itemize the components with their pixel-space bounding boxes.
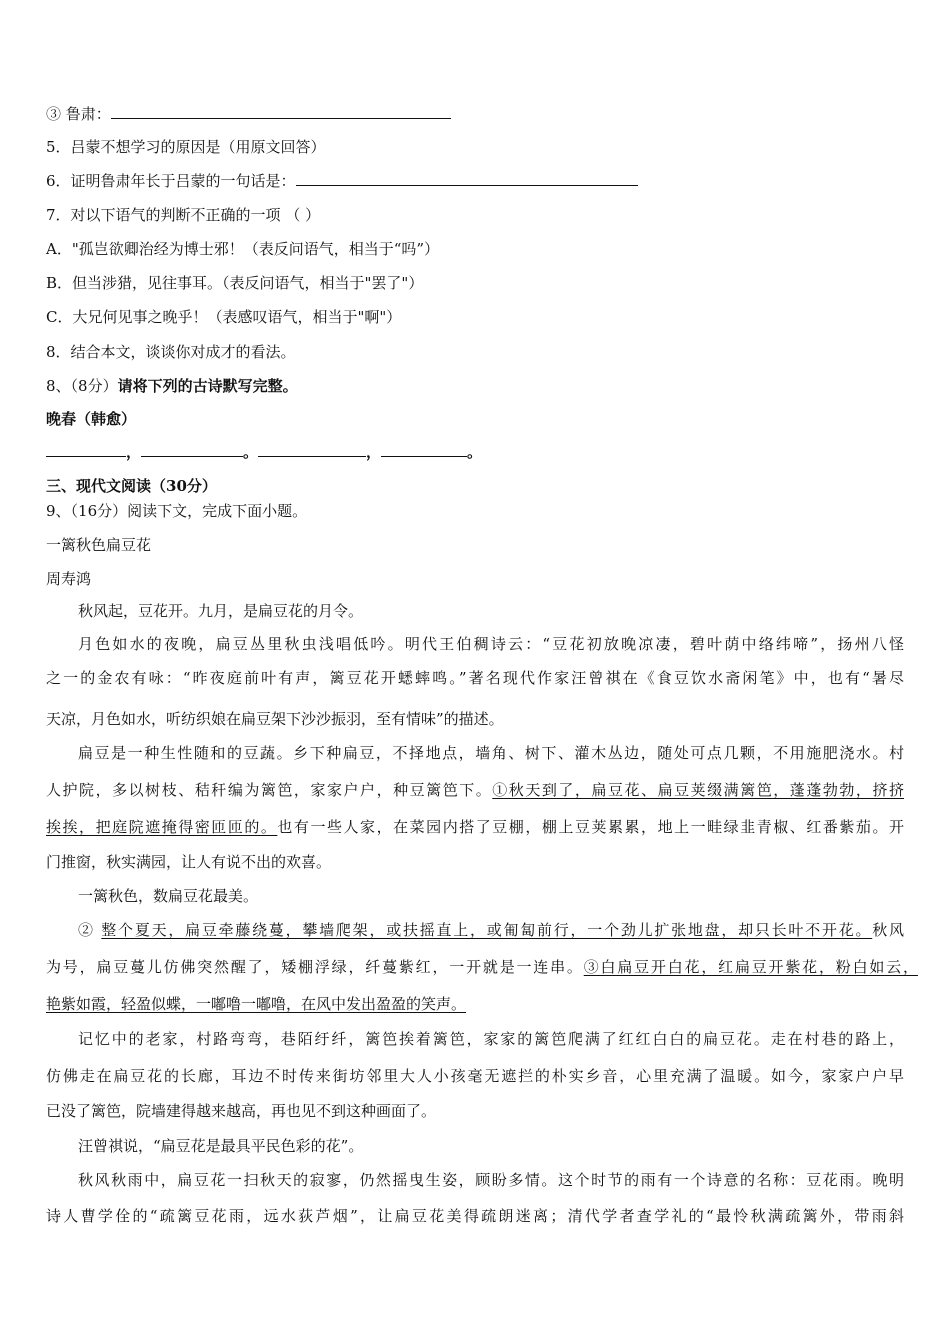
q3-item-label: ③ 鲁肃： xyxy=(46,105,111,123)
option-b: B．但当涉猎，见往事耳。（表反问语气，相当于"罢了"） xyxy=(46,274,424,292)
paragraph-8-line-2 xyxy=(46,1206,904,1226)
text-line: 仿佛走在扁豆花的长廊，耳边不时传来街坊邻里大人小孩毫无遮拦的朴实乡音，心里充满了温暖。如今，家家户户早 xyxy=(46,1067,904,1085)
answer-blank[interactable] xyxy=(296,171,638,186)
question-8: 8．结合本文，谈谈你对成才的看法。 xyxy=(46,343,296,361)
text-line xyxy=(46,780,904,800)
question-5: 5．吕蒙不想学习的原因是（用原文回答） xyxy=(46,138,326,156)
plain-text: 人护院，多以树枝、秸秆编为篱笆，家家户户，种豆篱笆下。 xyxy=(46,781,493,799)
paragraph-3-line-4: 门推窗，秋实满园，让人有说不出的欢喜。 xyxy=(46,853,332,871)
paragraph-2-line-3: 天凉，月色如水，听纺织娘在扁豆架下沙沙振羽，至有情味”的描述。 xyxy=(46,710,504,728)
underlined-sentence-3-end: 艳紫如霞，轻盈似蝶，一嘟噜一嘟噜，在风中发出盈盈的笑声。 xyxy=(46,995,467,1013)
text-line: 秋风秋雨中，扁豆花一扫秋天的寂寥，仍然摇曳生姿，顾盼多情。这个时节的雨有一个诗意的名称：豆花雨。晚明 xyxy=(78,1171,904,1189)
paragraph-8-line-1 xyxy=(78,1170,904,1190)
paragraph-5-line-3 xyxy=(46,994,466,1014)
text-line xyxy=(46,957,918,977)
answer-blank[interactable] xyxy=(111,104,451,119)
text-line: 之一的金农有咏：“昨夜庭前叶有声，篱豆花开蟋蟀鸣。”著名现代作家汪曾祺在《食豆饮水斋闲笔》中，也有“暑尽 xyxy=(46,669,904,687)
poem-blank-2[interactable] xyxy=(141,442,243,457)
poem-punct-4: 。 xyxy=(467,443,483,461)
underlined-sentence-2: 整个夏天，扁豆牵藤绕蔓，攀墙爬架，或扶摇直上，或匍匐前行，一个劲儿扩张地盘，却只长叶不开花。 xyxy=(101,921,873,939)
text-line: 月色如水的夜晚，扁豆丛里秋虫浅唱低吟。明代王伯稠诗云：“豆花初放晚凉凄，碧叶荫中络纬啼”，扬州八怪 xyxy=(78,635,904,653)
plain-text: 秋风 xyxy=(872,921,904,939)
underlined-sentence-3: ③白扁豆开白花，红扁豆开紫花，粉白如云， xyxy=(583,958,918,976)
poem-blanks-line xyxy=(46,442,482,462)
poem-punct-3: ， xyxy=(366,443,382,461)
paragraph-2-line-2 xyxy=(46,668,904,688)
paragraph-3-line-2 xyxy=(46,780,904,800)
poem-blank-4[interactable] xyxy=(381,442,467,457)
poem-blank-1[interactable] xyxy=(46,442,126,457)
paragraph-6-line-2 xyxy=(46,1066,904,1086)
paragraph-2-line-1 xyxy=(78,634,904,654)
paragraph-5-line-1 xyxy=(78,920,904,940)
q3-item-line xyxy=(46,104,451,124)
poem-question-text: 请将下列的古诗默写完整。 xyxy=(117,377,298,395)
article-title: 一篱秋色扁豆花 xyxy=(46,536,152,554)
underlined-sentence-1-end: 挨挨，把庭院遮掩得密匝匝的。 xyxy=(46,818,278,836)
plain-text: ② xyxy=(78,921,102,939)
paragraph-7: 汪曾祺说，“扁豆花是最具平民色彩的花”。 xyxy=(78,1137,364,1155)
section-heading: 三、现代文阅读（30分） xyxy=(46,477,217,495)
article-author: 周寿鸿 xyxy=(46,570,92,588)
question-6: 6．证明鲁肃年长于吕蒙的一句话是： xyxy=(46,172,296,190)
paragraph-1: 秋风起，豆花开。九月，是扁豆花的月令。 xyxy=(78,602,364,620)
poem-question-number: 8、（8分） xyxy=(46,377,118,395)
paragraph-3-line-1 xyxy=(78,743,904,763)
paragraph-5-line-2 xyxy=(46,957,918,977)
question-9: 9、（16分）阅读下文，完成下面小题。 xyxy=(46,502,308,520)
paragraph-6-line-1 xyxy=(78,1029,904,1049)
question-7: 7．对以下语气的判断不正确的一项 （ ） xyxy=(46,206,321,224)
paragraph-3-line-3 xyxy=(46,817,904,837)
underlined-sentence-1: ①秋天到了，扁豆花、扁豆荚缀满篱笆，蓬蓬勃勃，挤挤 xyxy=(492,781,904,799)
plain-text: 也有一些人家，在菜园内搭了豆棚，棚上豆荚累累，地上一畦绿韭青椒、红番紫茄。开 xyxy=(277,818,904,836)
text-line xyxy=(78,920,904,940)
text-line: 扁豆是一种生性随和的豆蔬。乡下种扁豆，不择地点，墙角、树下、灌木丛边，随处可点几颗，不用施肥浇水。村 xyxy=(78,744,904,762)
poem-question-line xyxy=(46,376,298,396)
poem-blank-3[interactable] xyxy=(258,442,366,457)
poem-punct-1: ， xyxy=(126,443,142,461)
paragraph-6-line-3: 已没了篱笆，院墙建得越来越高，再也见不到这种画面了。 xyxy=(46,1102,437,1120)
option-c: C．大兄何见事之晚乎！（表感叹语气，相当于"啊"） xyxy=(46,308,402,326)
poem-punct-2: 。 xyxy=(243,443,259,461)
question-6-line xyxy=(46,171,638,191)
poem-title: 晚春（韩愈） xyxy=(46,410,137,428)
text-line: 记忆中的老家，村路弯弯，巷陌纡纤，篱笆挨着篱笆，家家的篱笆爬满了红红白白的扁豆花。走在村巷的路上， xyxy=(78,1030,904,1048)
plain-text: 为号，扁豆蔓儿仿佛突然醒了，矮棚浮绿，纤蔓紫红，一开就是一连串。 xyxy=(46,958,584,976)
paragraph-4: 一篱秋色，数扁豆花最美。 xyxy=(78,887,259,905)
text-line xyxy=(46,817,904,837)
option-a: A．"孤岂欲卿治经为博士邪！（表反问语气，相当于“吗”） xyxy=(46,240,440,258)
text-line: 诗人曹学佺的“疏篱豆花雨，远水荻芦烟”，让扁豆花美得疏朗迷离；清代学者查学礼的“最怜秋满疏篱外，带雨斜 xyxy=(46,1207,904,1225)
